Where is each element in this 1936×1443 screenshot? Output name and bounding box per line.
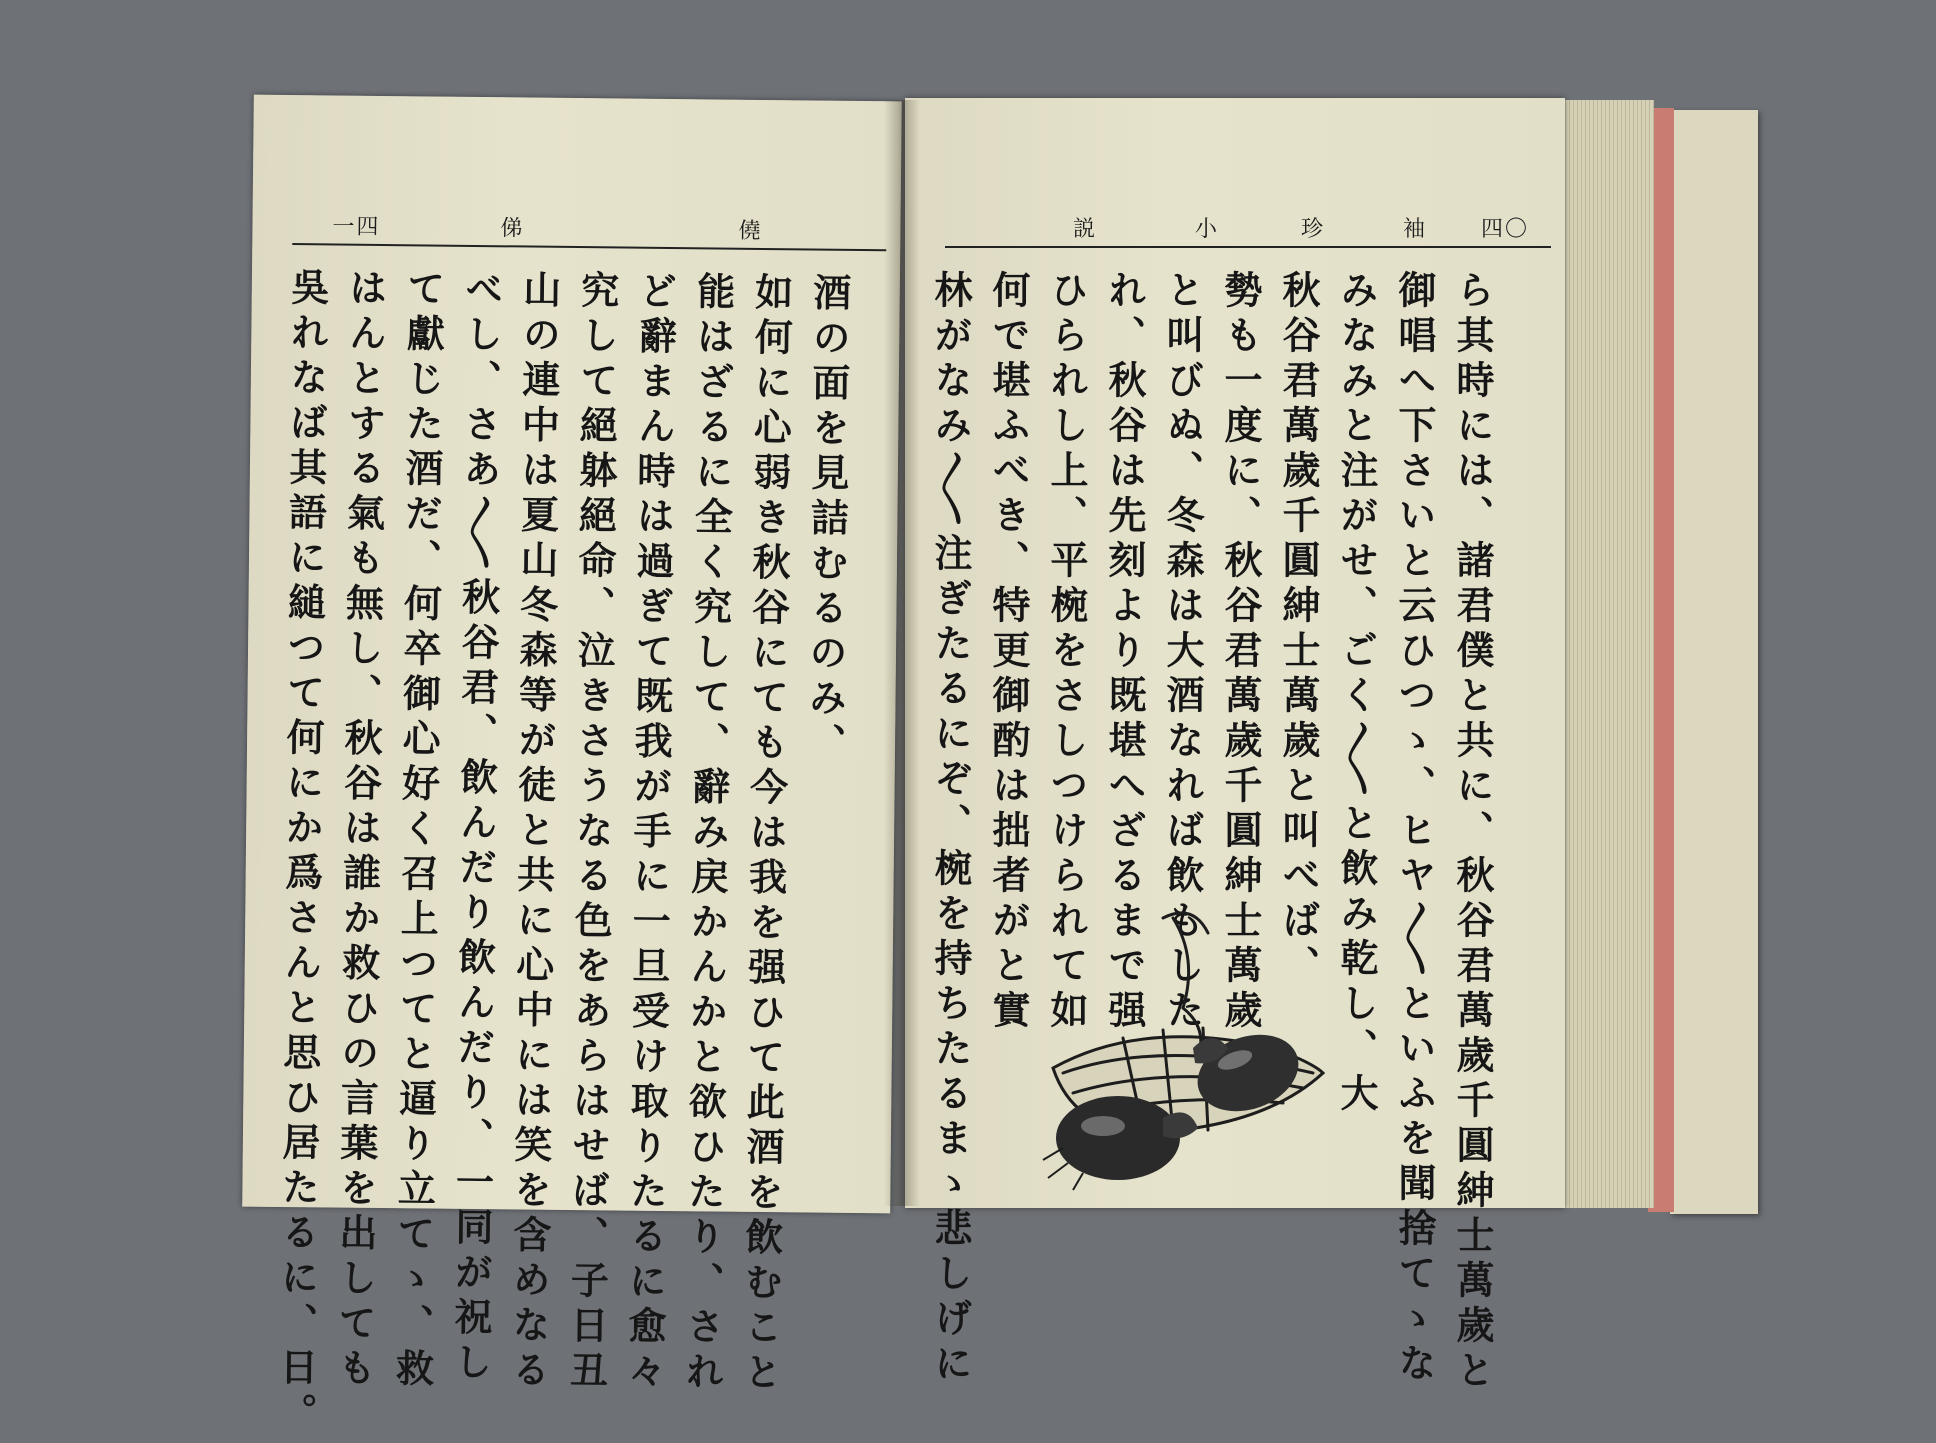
- text-column: べし、さあ〳〵秋谷君、飲んだり飲んだり、一同が祝し: [447, 268, 505, 1388]
- left-page-header: [292, 201, 886, 251]
- left-page-body-text: [269, 266, 858, 1438]
- text-column: ひられし上、平椀をさしつけられて如: [1044, 270, 1089, 1035]
- text-column: れ、秋谷は先刻より既堪へざるまで强: [1102, 270, 1147, 1035]
- text-column: 何で堪ふべき、特更御酌は拙者がと實: [986, 270, 1031, 1035]
- left-header-title-char-1: 俤: [500, 216, 525, 242]
- book-gutter: [884, 100, 920, 1206]
- right-header-title-char-3: 珍: [1301, 217, 1326, 242]
- text-column: ど辭まん時は過ぎて既我が手に一旦受け取りたるに愈々: [621, 270, 679, 1397]
- right-header-title-char-1: 説: [1073, 217, 1098, 242]
- text-column: みなみと注がせ、ごく〳〵と飲み乾し、大: [1334, 270, 1379, 1118]
- text-column: はんとする氣も無し、秋谷は誰か救ひの言葉を出しても: [331, 267, 389, 1393]
- text-column: 勢も一度に、秋谷君萬歲千圓紳士萬歲: [1218, 270, 1263, 1035]
- text-column: 如何に心弱き秋谷にても今は我を强ひて此酒を飲むこと: [737, 271, 795, 1398]
- text-column: 吳れなば其語に縋つて何にか爲さんと思ひ居たるに、日。: [272, 266, 331, 1438]
- text-column: 究して絕躰絕命、泣きさうなる色をあらはせば、子日丑: [563, 270, 621, 1396]
- right-header-title-char-4: 袖: [1403, 217, 1428, 242]
- right-header-title-char-2: 小: [1195, 217, 1220, 242]
- page-stack-edges: [1562, 100, 1654, 1208]
- right-page: [905, 98, 1565, 1395]
- text-column: 山の連中は夏山冬森等が徒と共に心中には笑を含めなる: [505, 269, 563, 1395]
- back-cover-board: [1670, 110, 1758, 1214]
- left-header-title-char-2: 僥: [738, 218, 763, 244]
- eggplant-illustration: [1023, 898, 1333, 1198]
- right-page-header: [945, 204, 1551, 248]
- text-column: 能はざるに全く究して、辭み戻かんかと欲ひたり、され: [679, 271, 737, 1397]
- right-page-number: 四〇: [1481, 217, 1530, 242]
- text-column: 酒の面を見詰むるのみ、: [801, 272, 853, 768]
- text-column: 御唱へ下さいと云ひつゝ、ヒヤ〳〵といふを聞捨てゝな: [1392, 270, 1437, 1388]
- text-column: 秋谷君萬歲千圓紳士萬歲と叫べば、: [1276, 270, 1321, 990]
- text-column: ら其時には、諸君僕と共に、秋谷君萬歲千圓紳士萬歲と: [1450, 270, 1495, 1395]
- text-column: 林がなみ〳〵注ぎたるにぞ、椀を持ちたるまゝ悲しげに: [928, 270, 973, 1388]
- text-column: て獻じた酒だ、何卒御心好く召上つてと逼り立てゝ、救: [389, 268, 447, 1394]
- text-column: と叫びぬ、冬森は大酒なれば飲もした: [1160, 270, 1205, 1035]
- left-page-number: 一四: [332, 214, 381, 240]
- left-page: [242, 95, 902, 1438]
